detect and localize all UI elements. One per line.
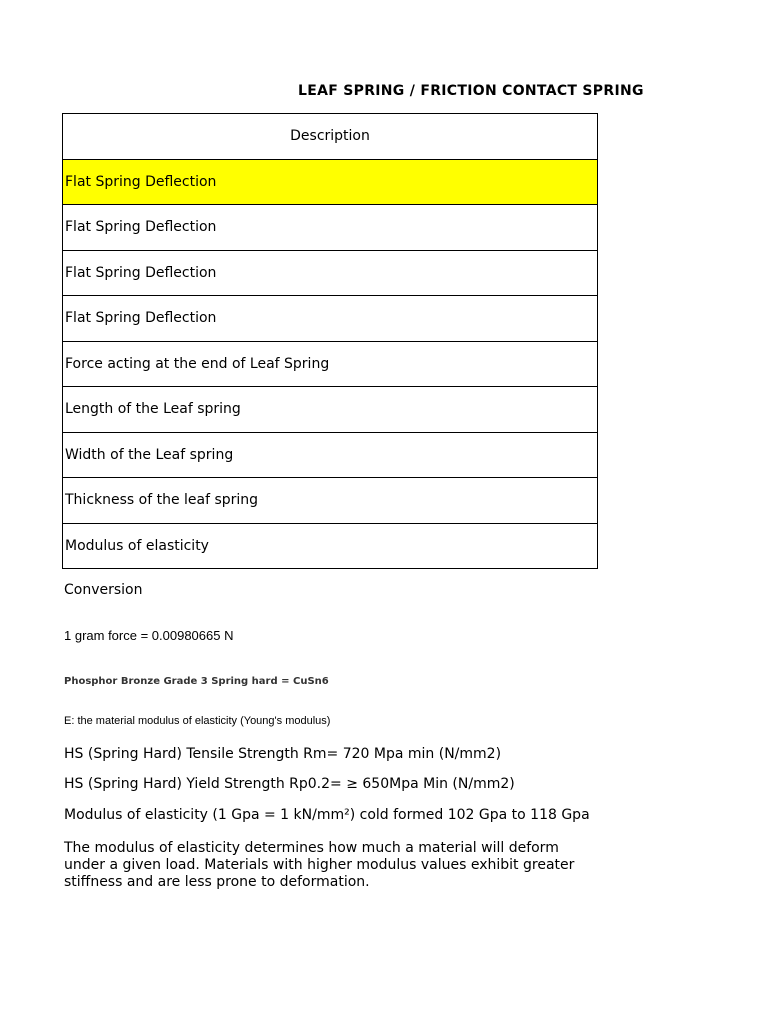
yield-strength-note: HS (Spring Hard) Yield Strength Rp0.2= ≥ 650Mpa Min (N/mm2) [64, 776, 515, 792]
table-cell[interactable]: Flat Spring Deflection [63, 250, 598, 296]
table-row [63, 432, 598, 478]
tensile-strength-note: HS (Spring Hard) Tensile Strength Rm= 720 Mpa min (N/mm2) [64, 746, 502, 762]
modulus-note: Modulus of elasticity (1 Gpa = 1 kN/mm²) cold formed 102 Gpa to 118 Gpa [64, 807, 590, 823]
table-cell[interactable]: Force acting at the end of Leaf Spring [63, 341, 598, 387]
table-cell[interactable]: Width of the Leaf spring [63, 432, 598, 478]
table-row [63, 341, 598, 387]
table-row [63, 205, 598, 251]
table-row [63, 296, 598, 342]
document-title: LEAF SPRING / FRICTION CONTACT SPRING [298, 83, 644, 99]
conversion-heading: Conversion [64, 582, 143, 598]
table-cell[interactable]: Length of the Leaf spring [63, 387, 598, 433]
column-header-description: Description [63, 114, 598, 160]
table-row [63, 523, 598, 569]
table-row [63, 250, 598, 296]
table-row [63, 478, 598, 524]
material-note: Phosphor Bronze Grade 3 Spring hard = CuSn6 [64, 676, 329, 687]
e-definition-note: E: the material modulus of elasticity (Young's modulus) [64, 715, 331, 727]
table-cell[interactable]: Flat Spring Deflection [63, 159, 598, 205]
table-cell[interactable]: Modulus of elasticity [63, 523, 598, 569]
table-row [63, 387, 598, 433]
table-header-row [63, 114, 598, 160]
gram-force-note: 1 gram force = 0.00980665 N [64, 628, 234, 643]
modulus-explanation-paragraph: The modulus of elasticity determines how much a material will deform under a given load. Materials with higher modulus values exhibit greater stiffness and are less prone to deformation. [64, 840, 575, 890]
table-row [63, 159, 598, 205]
table-cell[interactable]: Flat Spring Deflection [63, 296, 598, 342]
description-table [62, 113, 598, 569]
table-cell[interactable]: Thickness of the leaf spring [63, 478, 598, 524]
table-cell[interactable]: Flat Spring Deflection [63, 205, 598, 251]
